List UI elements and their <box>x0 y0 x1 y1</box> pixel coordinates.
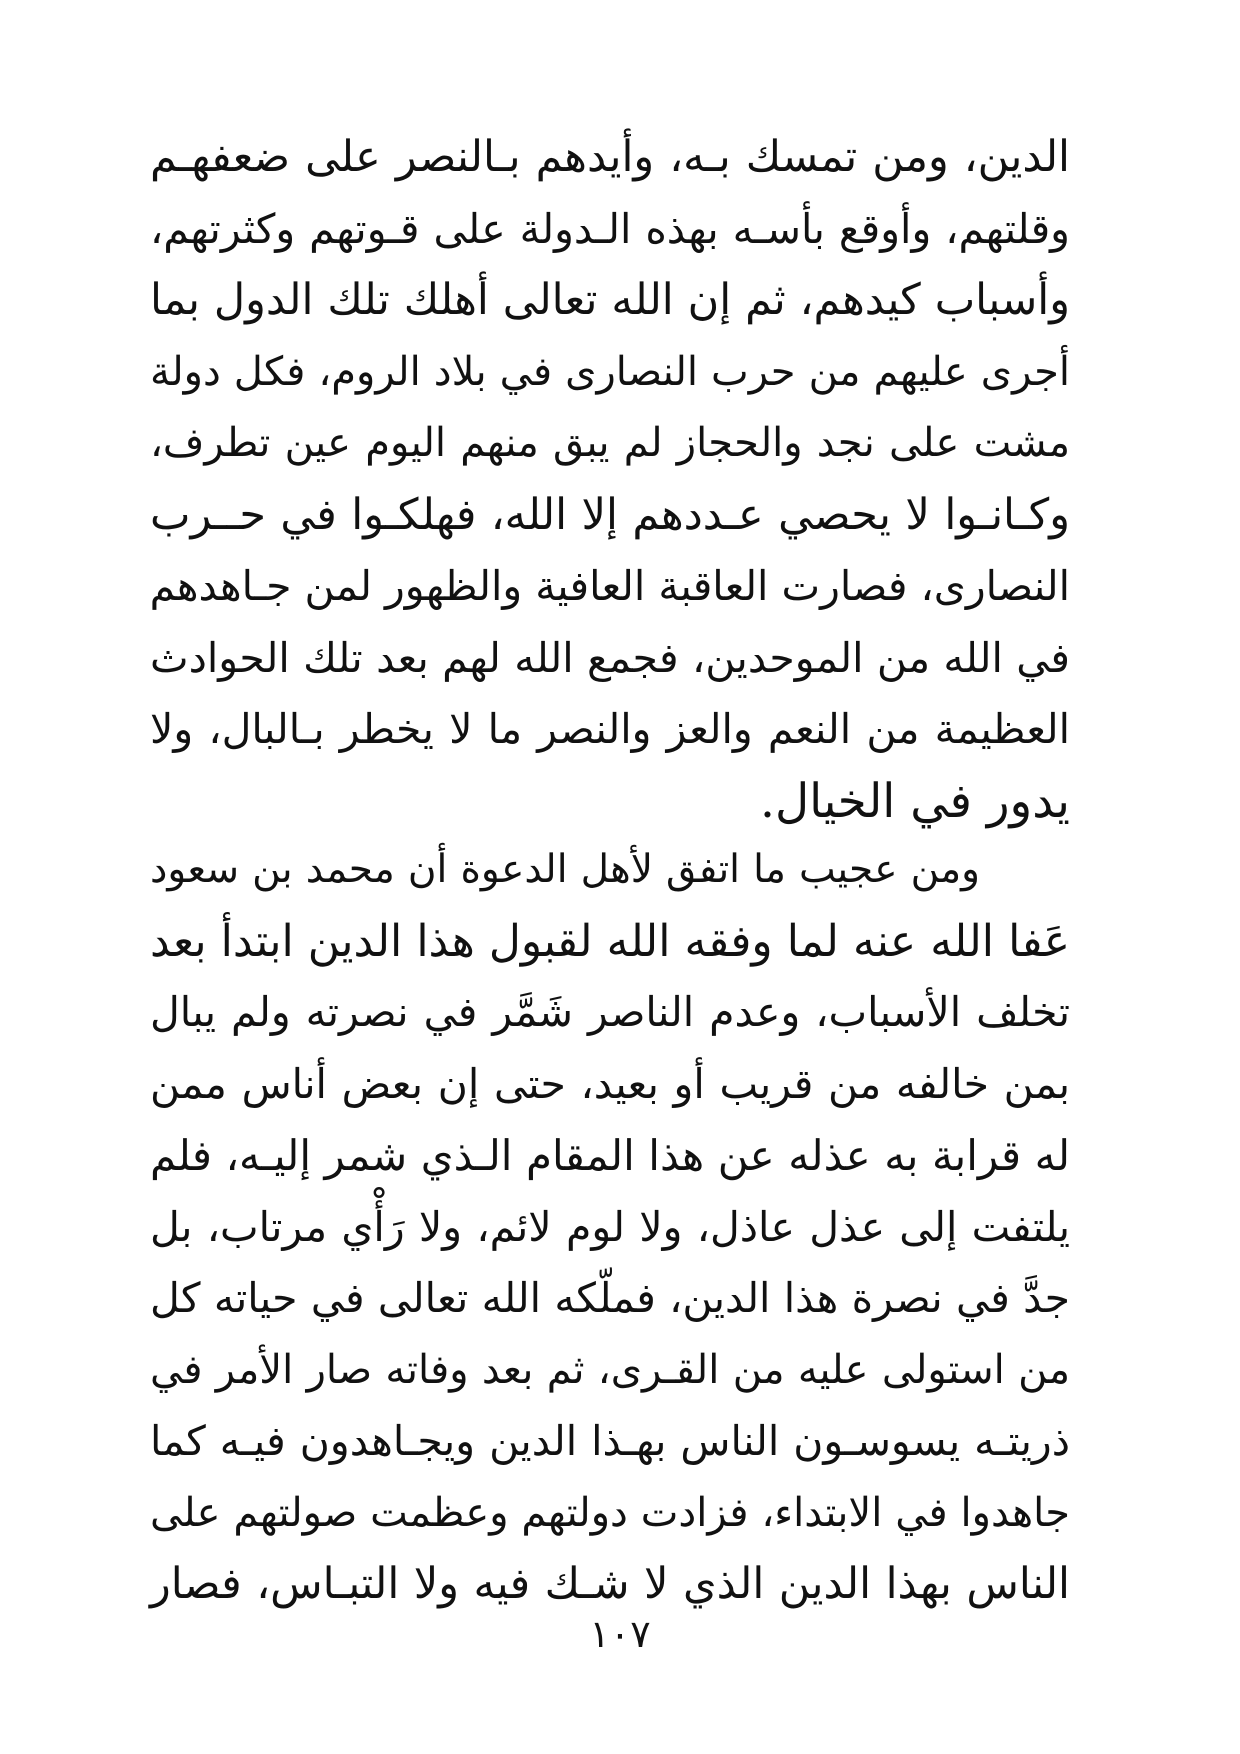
text-line: وقلتهم، وأوقع بأسـه بهذه الـدولة على قـوتهم وكثرتهم، <box>150 204 1070 253</box>
text-line: في الله من الموحدين، فجمع الله لهم بعد تلك الحوادث <box>150 633 1070 682</box>
text-line: وكـانـوا لا يحصي عـددهم إلا الله، فهلكـوا في حــرب <box>150 489 1070 540</box>
page-number: ١٠٧ <box>589 1612 651 1656</box>
text-line: يدور في الخيال. <box>760 773 1070 829</box>
text-line: النصارى، فصارت العاقبة العافية والظهور لمن جـاهدهم <box>149 562 1070 610</box>
text-line: من استولى عليه من القـرى، ثم بعد وفاته صار الأمر في <box>150 1346 1070 1393</box>
text-line: جدَّ في نصرة هذا الدين، فملّكه الله تعالى في حياته كل <box>150 1274 1070 1322</box>
text-line: وأسباب كيدهم، ثم إن الله تعالى أهلك تلك الدول بما <box>150 275 1070 325</box>
text-line: ذريتـه يسوسـون الناس بهـذا الدين ويجـاهدون فيـه كما <box>150 1417 1070 1465</box>
text-line: بمن خالفه من قريب أو بعيد، حتى إن بعض أناس ممن <box>150 1059 1070 1108</box>
text-line: الدين، ومن تمسك بـه، وأيدهم بـالنصر على ضعفهـم <box>150 132 1070 182</box>
text-line: الناس بهذا الدين الذي لا شـك فيه ولا التبـاس، فصار <box>150 1559 1070 1609</box>
text-line: تخلف الأسباب، وعدم الناصر شَمَّر في نصرته ولم يبال <box>150 988 1070 1036</box>
text-line: أجرى عليهم من حرب النصارى في بلاد الروم، فكل دولة <box>150 348 1070 395</box>
paragraph-1 <box>150 122 1070 837</box>
paragraph-2 <box>150 834 1070 1621</box>
text-line: مشت على نجد والحجاز لم يبق منهم اليوم عين تطرف، <box>150 420 1070 466</box>
text-line: جاهدوا في الابتداء، فزادت دولتهم وعظمت صولتهم على <box>150 1489 1070 1536</box>
text-line: العظيمة من النعم والعز والنصر ما لا يخطر بـالبال، ولا <box>150 705 1070 753</box>
text-line: له قرابة به عذله عن هذا المقام الـذي شمر إليـه، فلم <box>150 1131 1070 1180</box>
text-line: عَفا الله عنه لما وفقه الله لقبول هذا الدين ابتدأ بعد <box>150 915 1070 967</box>
text-line: يلتفت إلى عذل عاذل، ولا لوم لائم، ولا رَأْي مرتاب، بل <box>150 1202 1070 1251</box>
text-line: ومن عجيب ما اتفق لأهل الدعوة أن محمد بن سعود <box>150 847 980 892</box>
